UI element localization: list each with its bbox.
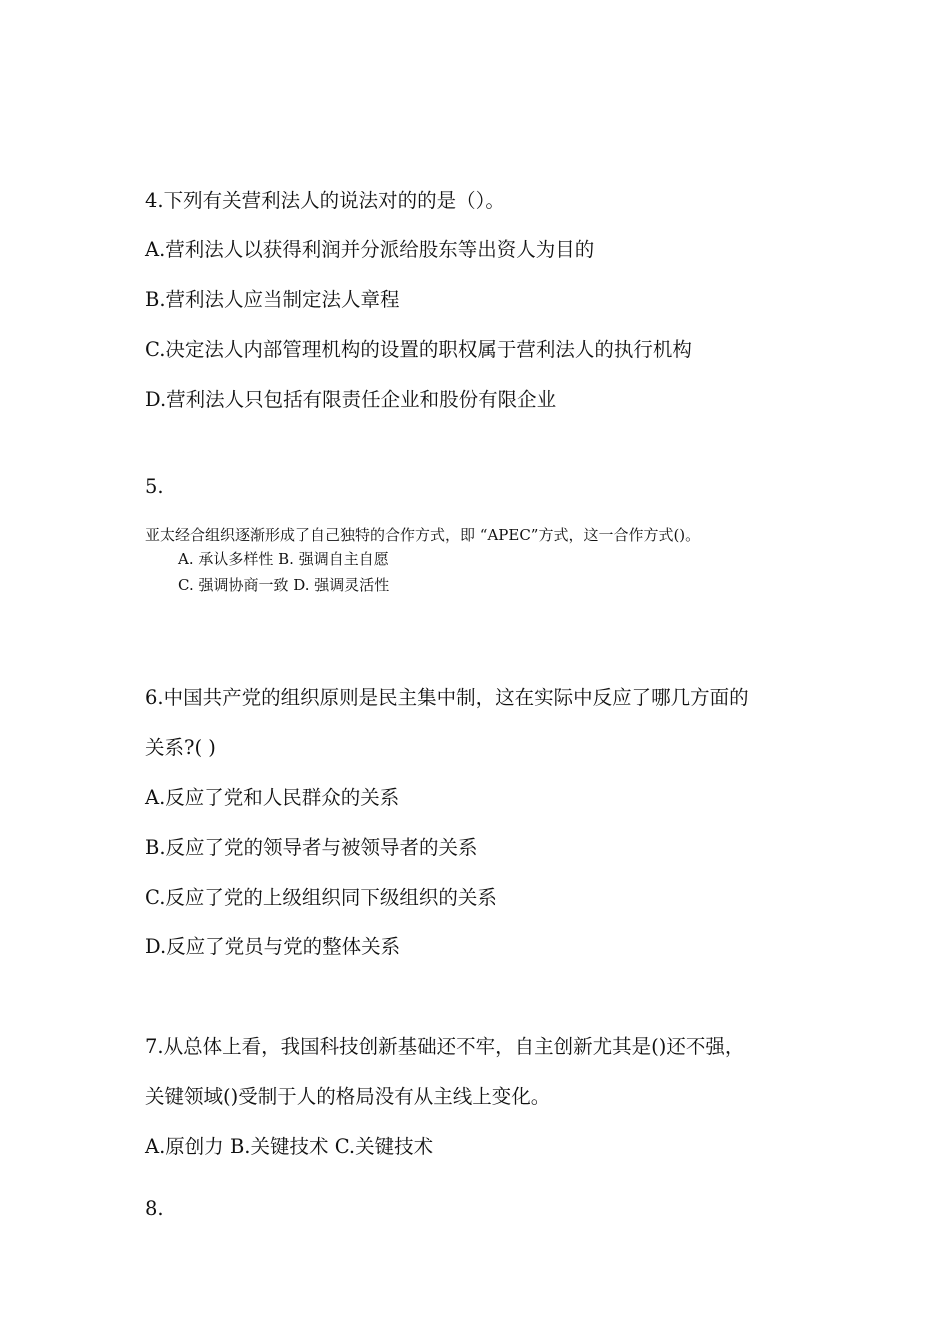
question-4-option-d: D.营利法人只包括有限责任企业和股份有限企业	[145, 388, 557, 411]
question-6-option-b: B.反应了党的领导者与被领导者的关系	[145, 836, 478, 859]
question-7-options: A.原创力 B.关键技术 C.关键技术	[145, 1135, 434, 1158]
question-7-stem-line-2: 关键领域()受制于人的格局没有从主线上变化。	[145, 1085, 551, 1108]
question-8-number: 8.	[145, 1197, 164, 1220]
question-4-option-b: B.营利法人应当制定法人章程	[145, 288, 400, 311]
question-7-stem-line-1: 7.从总体上看，我国科技创新基础还不牢，自主创新尤其是()还不强，	[145, 1035, 745, 1058]
question-6-option-c: C.反应了党的上级组织同下级组织的关系	[145, 886, 497, 909]
question-6-option-a: A.反应了党和人民群众的关系	[145, 786, 400, 809]
question-6-stem-line-1: 6.中国共产党的组织原则是民主集中制，这在实际中反应了哪几方面的	[145, 686, 749, 709]
question-6-option-d: D.反应了党员与党的整体关系	[145, 935, 401, 958]
question-5-options-row-1: A. 承认多样性 B. 强调自主自愿	[178, 550, 389, 568]
question-5-number: 5.	[145, 475, 164, 498]
question-4-stem: 4.下列有关营利法人的说法对的的是（）。	[145, 189, 505, 212]
question-5-stem: 亚太经合组织逐渐形成了自己独特的合作方式，即 “APEC”方式，这一合作方式()。	[145, 526, 701, 544]
question-6-stem-line-2: 关系?( )	[145, 736, 216, 759]
question-5-options-row-2: C. 强调协商一致 D. 强调灵活性	[178, 576, 390, 594]
question-4-option-a: A.营利法人以获得利润并分派给股东等出资人为目的	[145, 238, 595, 261]
question-4-option-c: C.决定法人内部管理机构的设置的职权属于营利法人的执行机构	[145, 338, 692, 361]
